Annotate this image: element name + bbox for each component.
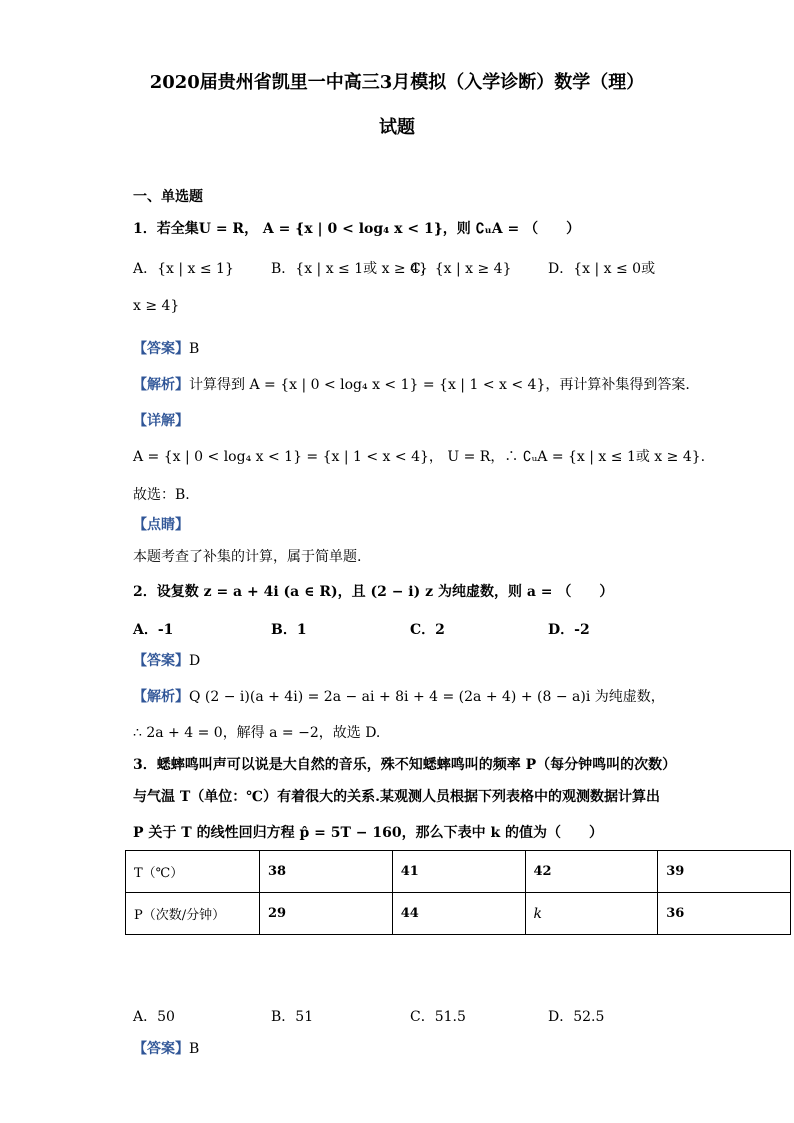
table-cell: 29 bbox=[260, 893, 393, 935]
q1-option-d: D．{x | x ≤ 0或 bbox=[548, 261, 656, 277]
table-cell: T（℃） bbox=[126, 851, 260, 893]
q1-choose: 故选：B. bbox=[133, 487, 190, 503]
q1-answer bbox=[133, 338, 199, 358]
q3-option-c: C．51.5 bbox=[410, 1009, 466, 1025]
q1-comment: 本题考查了补集的计算，属于简单题. bbox=[133, 549, 362, 565]
q3-stem-line3: P 关于 T 的线性回归方程 p̂ = 5T − 160，那么下表中 k 的值为（ ） bbox=[133, 825, 604, 841]
answer-value: B bbox=[189, 1041, 200, 1057]
table-cell: 41 bbox=[392, 851, 525, 893]
q2-answer bbox=[133, 650, 200, 670]
q1-option-a: A．{x | x ≤ 1} bbox=[133, 261, 234, 277]
q3-data-table bbox=[125, 850, 791, 935]
q1-stem: 1．若全集U = R， A = {x | 0 < log₄ x < 1}，则 ∁ᵤA = （ ） bbox=[133, 221, 581, 237]
analysis-tag: 【解析】 bbox=[133, 689, 189, 705]
table-cell: k bbox=[525, 893, 658, 935]
answer-value: D bbox=[189, 653, 201, 669]
q1-comment-tag: 【点睛】 bbox=[133, 517, 189, 533]
table-cell: 38 bbox=[260, 851, 393, 893]
q3-stem-line1: 3．蟋蟀鸣叫声可以说是大自然的音乐，殊不知蟋蟀鸣叫的频率 P（每分钟鸣叫的次数） bbox=[133, 757, 677, 773]
q2-option-d: D．-2 bbox=[548, 622, 590, 638]
section-heading: 一、单选题 bbox=[133, 189, 203, 205]
answer-tag: 【答案】 bbox=[133, 653, 189, 669]
analysis-tag: 【解析】 bbox=[133, 377, 189, 393]
q1-detail-tag: 【详解】 bbox=[133, 413, 189, 429]
q3-option-d: D．52.5 bbox=[548, 1009, 605, 1025]
q3-answer bbox=[133, 1038, 199, 1058]
doc-title-line2: 试题 bbox=[379, 117, 415, 138]
table-cell: 42 bbox=[525, 851, 658, 893]
table-row bbox=[126, 893, 791, 935]
table-row bbox=[126, 851, 791, 893]
q3-option-b: B．51 bbox=[271, 1009, 314, 1025]
q2-analysis-cont: ∴ 2a + 4 = 0，解得 a = −2，故选 D. bbox=[133, 725, 381, 741]
table-cell: 39 bbox=[658, 851, 791, 893]
table-cell: 44 bbox=[392, 893, 525, 935]
q3-stem-line2: 与气温 T（单位：℃）有着很大的关系.某观测人员根据下列表格中的观测数据计算出 bbox=[133, 789, 660, 805]
q3-option-a: A．50 bbox=[133, 1009, 175, 1025]
table-cell: P（次数/分钟） bbox=[126, 893, 260, 935]
analysis-text: 计算得到 A = {x | 0 < log₄ x < 1} = {x | 1 < x < 4}，再计算补集得到答案. bbox=[189, 377, 690, 393]
q1-option-d-cont: x ≥ 4} bbox=[133, 298, 180, 314]
answer-tag: 【答案】 bbox=[133, 1041, 189, 1057]
q1-option-c: C．{x | x ≥ 4} bbox=[410, 261, 512, 277]
answer-tag: 【答案】 bbox=[133, 341, 189, 357]
q2-option-a: A．-1 bbox=[133, 622, 174, 638]
doc-title-line1: 2020届贵州省凯里一中高三3月模拟（入学诊断）数学（理） bbox=[149, 72, 645, 93]
q1-detail: A = {x | 0 < log₄ x < 1} = {x | 1 < x < 4}， U = R，∴ ∁ᵤA = {x | x ≤ 1或 x ≥ 4}. bbox=[133, 449, 706, 465]
q2-option-c: C．2 bbox=[410, 622, 445, 638]
q2-option-b: B．1 bbox=[271, 622, 307, 638]
analysis-text: Q (2 − i)(a + 4i) = 2a − ai + 8i + 4 = (2a + 4) + (8 − a)i 为纯虚数， bbox=[189, 689, 665, 705]
q2-stem: 2．设复数 z = a + 4i (a ∈ R)，且 (2 − i) z 为纯虚数，则 a = （ ） bbox=[133, 584, 614, 600]
answer-value: B bbox=[189, 341, 200, 357]
q2-analysis bbox=[133, 686, 665, 706]
q1-option-b: B．{x | x ≤ 1或 x ≥ 4} bbox=[271, 261, 428, 277]
table-cell: 36 bbox=[658, 893, 791, 935]
q1-analysis bbox=[133, 374, 690, 394]
